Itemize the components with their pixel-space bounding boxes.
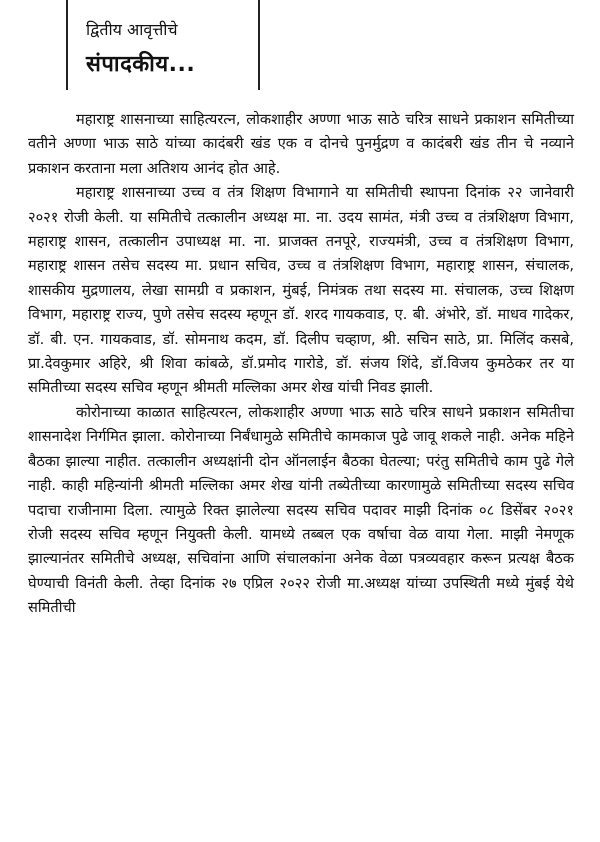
section-subtitle: द्वितीय आवृत्तीचे bbox=[86, 20, 178, 39]
paragraph: कोरोनाच्या काळात साहित्यरत्न, लोकशाहीर अण्णा भाऊ साठे चरित्र साधने प्रकाशन समितीचा शासनादेश निर्गमित झाला. कोरोनाच्या निर्बंधामुळे समितीचे कामकाज पुढे जावू शकले नाही. अनेक महिने बैठका झाल्या नाहीत. तत्कालीन अध्यक्षांनी दोन ऑनलाईन बैठका घेतल्या; परंतु समितीचे काम पुढे गेले नाही. काही महिन्यांनी श्रीमती मल्लिका अमर शेख यांनी तब्येतीच्या कारणामुळे समितीच्या सदस्य सचिव पदाचा राजीनामा दिला. त्यामुळे रिक्त झालेल्या सदस्य सचिव पदावर माझी दिनांक ०८ डिसेंबर २०२१ रोजी सदस्य सचिव म्हणून नियुक्ती केली. यामध्ये तब्बल एक वर्षाचा वेळ वाया गेला. माझी नेमणूक झाल्यानंतर समितीचे अध्यक्ष, सचिवांना आणि संचालकांना अनेक वेळा पत्रव्यवहार करून प्रत्यक्ष बैठक घेण्याची विनंती केली. तेव्हा दिनांक २७ एप्रिल २०२२ रोजी मा.अध्यक्ष यांच्या उपस्थिती मध्ये मुंबई येथे समितीची bbox=[28, 403, 574, 617]
page-title: संपादकीय... bbox=[86, 52, 196, 77]
document-body bbox=[28, 108, 574, 621]
paragraph: महाराष्ट्र शासनाच्या उच्च व तंत्र शिक्षण विभागाने या समितीची स्थापना दिनांक २२ जानेवारी २०२१ रोजी केली. या समितीचे तत्कालीन अध्यक्ष मा. ना. उदय सामंत, मंत्री उच्च व तंत्रशिक्षण विभाग, महाराष्ट्र शासन, तत्कालीन उपाध्यक्ष मा. ना. प्राजक्त तनपूरे, राज्यमंत्री, उच्च व तंत्रशिक्षण विभाग, महाराष्ट्र शासन तसेच सदस्य मा. प्रधान सचिव, उच्च व तंत्रशिक्षण विभाग, महाराष्ट्र शासन, संचालक, शासकीय मुद्रणालय, लेखा सामग्री व प्रकाशन, मुंबई, निमंत्रक तथा सदस्य मा. संचालक, उच्च शिक्षण विभाग, महाराष्ट्र राज्य, पुणे तसेच सदस्य म्हणून डॉ. शरद गायकवाड, ए. बी. अंभोरे, डॉ. माधव गादेकर, डॉ. बी. एन. गायकवाड, डॉ. सोमनाथ कदम, डॉ. दिलीप चव्हाण, श्री. सचिन साठे, प्रा. मिलिंद कसबे, प्रा.देवकुमार अहिरे, श्री शिवा कांबळे, डॉ.प्रमोद गारोडे, डॉ. संजय शिंदे, डॉ.विजय कुमठेकर तर या समितीच्या सदस्य सचिव म्हणून श्रीमती मल्लिका अमर शेख यांची निवड झाली. bbox=[28, 184, 574, 397]
paragraph: महाराष्ट्र शासनाच्या साहित्यरत्न, लोकशाहीर अण्णा भाऊ साठे चरित्र साधने प्रकाशन समितीच्या वतीने अण्णा भाऊ साठे यांच्या कादंबरी खंड एक व दोनचे पुनर्मुद्रण व कादंबरी खंड तीन चे नव्याने प्रकाशन करताना मला अतिशय आनंद होत आहे. bbox=[28, 111, 574, 177]
